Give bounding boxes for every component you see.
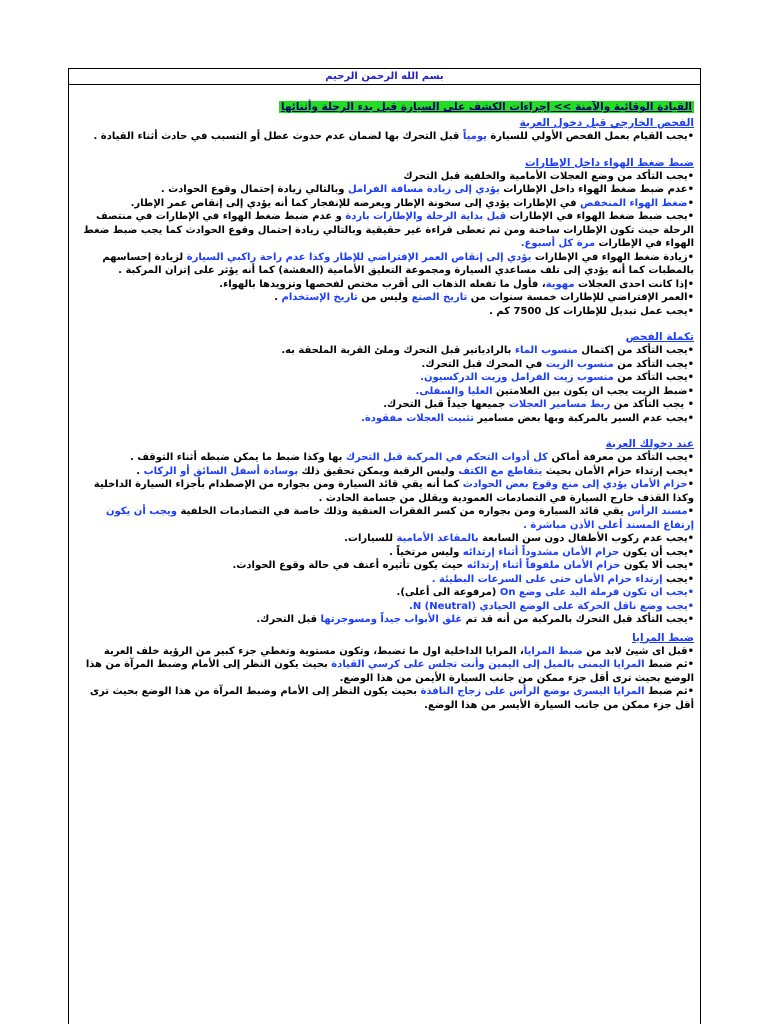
bullet-paragraph bbox=[75, 170, 694, 184]
highlighted-text: مهوية bbox=[545, 278, 575, 290]
text-segment: جميعها جيداً قبل التحرك. bbox=[383, 399, 509, 410]
highlighted-text: منسوب الماء bbox=[514, 345, 578, 356]
section-spacer bbox=[75, 425, 694, 437]
bullet-paragraph bbox=[75, 685, 694, 712]
text-segment: • bbox=[687, 479, 694, 490]
document-title: القيادة الوقائية والآمنة >> إجراءات الكشف على السيارة قبل بدء الرحلة وأثنائها bbox=[280, 101, 692, 113]
highlighted-text: المرايا اليسرى بوضع الرأس على زجاج النافذة bbox=[420, 686, 645, 697]
text-segment: في الإطارات يؤدي إلى سخونة الإطار ويعرضه للإنفجار كما أنه يؤدي إلى إنقاص عمر الإطار. bbox=[130, 197, 580, 209]
highlighted-text: حزام الأمان ملفوفاً أثناء إرتدائه bbox=[466, 560, 621, 571]
text-segment: •يجب عمل تبديل للإطارات كل 7500 كم . bbox=[489, 305, 694, 317]
text-segment: • bbox=[687, 506, 694, 517]
highlighted-text: يؤدي إلى زيادة مسافة الفرامل bbox=[348, 184, 500, 195]
text-segment: •العمر الإفتراضي للإطارات خمسة سنوات من bbox=[467, 292, 694, 303]
highlighted-text: بالمقاعد الأمامية bbox=[396, 533, 479, 544]
text-segment: يقي قائد السيارة ومن بجواره من كسر الفقرات العنقية وذلك خاصة في التصادمات الخلفية bbox=[177, 506, 628, 517]
highlighted-text: منسوب زيت الفرامل وزيت الدركسيون. bbox=[420, 372, 614, 383]
text-segment: •يجب التأكد من وضع العجلات الأمامية والخلفية قبل التحرك bbox=[403, 170, 694, 182]
highlighted-text: تثبيت العجلات مفقودة. bbox=[361, 412, 474, 424]
bullet-paragraph bbox=[75, 645, 694, 659]
highlighted-text: يومياً bbox=[462, 131, 487, 142]
section-heading: الفحص الخارجي قبل دخول العربة bbox=[519, 117, 694, 129]
bullet-paragraph bbox=[75, 412, 694, 426]
bullet-paragraph bbox=[75, 478, 694, 505]
bullet-paragraph bbox=[75, 613, 694, 627]
section-heading: عند دخولك العربة bbox=[605, 438, 694, 450]
highlighted-text: بوسادة أسفل السائق أو الركاب bbox=[143, 465, 299, 477]
bullet-paragraph bbox=[75, 371, 694, 385]
bullet-paragraph bbox=[75, 385, 694, 399]
text-segment: للسيارات. bbox=[344, 533, 397, 544]
highlighted-text: تاريخ الصنع bbox=[411, 292, 468, 303]
text-segment: •يجب التأكد من معرفة أماكن bbox=[547, 452, 694, 463]
page-frame bbox=[68, 68, 701, 1024]
bullet-paragraph bbox=[75, 305, 694, 319]
bullet-paragraph bbox=[75, 532, 694, 546]
bullet-paragraph bbox=[75, 586, 694, 600]
bullet-paragraph bbox=[75, 546, 694, 560]
highlighted-text: ويجب أن يكون إرتفاع المسند أعلى الأذن مباشرة . bbox=[105, 506, 694, 531]
text-segment: . bbox=[136, 465, 144, 477]
bullet-paragraph bbox=[75, 278, 694, 292]
highlighted-text: •يجب وضع ناقل الحركة على الوضع الحيادي (Neutral) N. bbox=[409, 600, 694, 612]
highlighted-text: المرايا اليمنى بالميل إلى اليمين وأنت تجلس على كرسي القيادة bbox=[331, 659, 645, 670]
text-segment: ، فأول ما تفعله الذهاب الى أقرب مختص لفحصها وتزويدها بالهواء. bbox=[219, 278, 546, 290]
text-segment: •يجب إرتداء حزام الأمان بحيث bbox=[542, 465, 694, 477]
text-segment: وليس من bbox=[357, 292, 412, 303]
text-segment: وليس مرتخياً . bbox=[389, 546, 463, 558]
highlighted-text: مسند الرأس bbox=[627, 506, 688, 517]
text-segment: • bbox=[687, 197, 694, 209]
highlighted-text: كل أدوات التحكم في المركبة قبل التحرك bbox=[345, 452, 548, 463]
text-segment: •يجب القيام بعمل الفحص الأولي للسيارة bbox=[486, 131, 694, 142]
bullet-paragraph bbox=[75, 344, 694, 358]
text-segment: . bbox=[274, 292, 282, 303]
text-segment: •ضبط الزيت يجب ان يكون بين العلامتين bbox=[492, 385, 694, 397]
bullet-paragraph bbox=[75, 291, 694, 305]
text-segment: •يجب أن يكون bbox=[619, 546, 694, 558]
title-row bbox=[75, 85, 694, 112]
text-segment: •يجب التأكد قبل التحرك بالمركبة من أنه قد تم bbox=[462, 614, 694, 625]
sections-container bbox=[75, 112, 694, 712]
bullet-paragraph bbox=[75, 197, 694, 211]
highlighted-text: حزام الأمان يؤدي إلى منع وقوع بعض الحوادث bbox=[462, 479, 688, 490]
bullet-paragraph bbox=[75, 398, 694, 412]
text-segment: وليس الرقبة ويمكن تحقيق ذلك bbox=[298, 465, 459, 477]
text-segment: •يجب عدم ركوب الأطفال دون سن السابعة bbox=[478, 533, 694, 544]
text-segment: •ثم ضبط bbox=[644, 659, 694, 670]
text-segment: •زيادة ضغط الهواء في الإطارات bbox=[531, 251, 694, 263]
bullet-paragraph bbox=[75, 358, 694, 372]
bullet-paragraph bbox=[75, 559, 694, 573]
highlighted-text: مرة كل أسبوع. bbox=[520, 238, 596, 249]
text-segment: •قبل اى شيئ لابد من bbox=[582, 645, 694, 657]
text-segment: وبالتالي زيادة إحتمال وقوع الحوادث . bbox=[160, 184, 348, 195]
text-segment: قبل التحرك. bbox=[256, 614, 321, 625]
text-segment: بحيث يكون النظر إلى الأمام وضبط المرآة من هذا الوضع بحيث ترى أقل جزء ممكن من جانب السيارة الأيمن من هذا الوضع. bbox=[85, 659, 694, 684]
highlighted-text: حزام الأمان مشدوداً أثناء إرتدائه bbox=[462, 546, 620, 558]
bullet-paragraph bbox=[75, 183, 694, 197]
text-segment: •يجب التأكد من bbox=[613, 372, 694, 383]
bullet-paragraph bbox=[75, 251, 694, 278]
section-spacer bbox=[75, 144, 694, 156]
section-heading: تكملة الفحص bbox=[625, 331, 694, 343]
text-segment: حيث يكون تأثيره أعنف في حالة وقوع الحوادث. bbox=[232, 560, 467, 571]
bullet-paragraph bbox=[75, 210, 694, 251]
text-segment: •يجب التأكد من إكتمال bbox=[577, 345, 694, 356]
text-segment: بالرادياتير قبل التحرك وملئ القربة الملحقة به. bbox=[281, 345, 515, 356]
highlighted-text: •يجب ان تكون فرملة اليد على وضع On bbox=[499, 587, 694, 598]
highlighted-text: غلق الأبواب جيداً ومسوجرتها bbox=[320, 614, 463, 625]
text-segment: •يجب التأكد من bbox=[613, 358, 694, 370]
highlighted-text: يتقاطع مع الكتف bbox=[458, 465, 543, 477]
bullet-paragraph bbox=[75, 600, 694, 614]
text-segment: قبل التحرك بها لضمان عدم حدوث عطل أو التسبب في حادث أثناء القيادة . bbox=[93, 131, 463, 142]
highlighted-text: منسوب الزيت bbox=[545, 358, 614, 370]
text-segment: لزيادة إحساسهم بالمطبات كما أنه يؤدي إلى تلف مساعدي السيارة ومجموعة التعليق الأمامية (العفشة) كما أنه يؤثر على إتزان المركبة . bbox=[102, 251, 694, 276]
basmala-header: بسم الله الرحمن الرحيم bbox=[69, 69, 700, 85]
text-segment: •إذا كانت احدى العجلات bbox=[574, 278, 694, 290]
text-segment: •يجب ألا يكون bbox=[620, 560, 694, 571]
text-segment: بحيث يكون النظر إلى الأمام وضبط المرآة من هذا الوضع بحيث ترى أقل جزء ممكن من جانب السيارة الأيسر من هذا الوضع. bbox=[89, 686, 694, 711]
section-heading: ضبط المرايا bbox=[632, 631, 694, 644]
bullet-paragraph bbox=[75, 130, 694, 144]
highlighted-text: ضغط الهواء المنخفض bbox=[580, 197, 688, 209]
section-heading: ضبط ضغط الهواء داخل الإطارات bbox=[524, 156, 694, 169]
bullet-paragraph bbox=[75, 505, 694, 532]
text-segment: في المحرك قبل التحرك. bbox=[421, 358, 546, 370]
text-segment: كما أنه يقي قائد السيارة ومن بجواره من الإصطدام بأجزاء السيارة الداخلية وكذا القذف خارج السيارة في التصادمات العمودية ويقلل من جسامة الحادث . bbox=[93, 479, 694, 504]
highlighted-text: ضبط المرايا bbox=[523, 645, 583, 657]
text-segment: •يجب bbox=[662, 573, 694, 585]
bullet-paragraph bbox=[75, 451, 694, 465]
highlighted-text: العليا والسفلى. bbox=[415, 385, 493, 397]
highlighted-text: إرتداء حزام الأمان حتى على السرعات البطيئة . bbox=[431, 573, 663, 585]
text-segment: •يجب ضبط ضغط الهواء في الإطارات bbox=[506, 211, 694, 222]
text-segment: ، المرايا الداخلية اول ما تضبط، وتكون مستوية وتغطي جزء كبير من الرؤية خلف العربة bbox=[103, 645, 524, 657]
text-segment: (مرفوعة الى أعلى). bbox=[396, 587, 500, 598]
text-segment: • يجب التأكد من bbox=[610, 399, 694, 410]
text-segment: •ثم ضبط bbox=[644, 686, 694, 697]
highlighted-text: يؤدي إلى إنقاص العمر الإفتراضي للإطار وكذا عدم راحة راكبي السيارة bbox=[186, 251, 532, 263]
highlighted-text: قبل بداية الرحلة والإطارات باردة bbox=[345, 211, 507, 222]
bullet-paragraph bbox=[75, 573, 694, 587]
section-spacer bbox=[75, 318, 694, 330]
bullet-paragraph bbox=[75, 658, 694, 685]
document-content bbox=[75, 69, 694, 712]
text-segment: بها وكذا ضبط ما يمكن ضبطه أثناء التوقف . bbox=[129, 452, 346, 463]
text-segment: •يجب عدم السير بالمركبة وبها بعض مسامير bbox=[473, 412, 694, 424]
text-segment: •عدم ضبط ضغط الهواء داخل الإطارات bbox=[499, 184, 694, 195]
bullet-paragraph bbox=[75, 465, 694, 479]
highlighted-text: ربط مسامير العجلات bbox=[508, 399, 611, 410]
highlighted-text: تاريخ الإستخدام bbox=[281, 292, 358, 303]
text-segment: و عدم ضبط ضغط الهواء في الإطارات في منتصف الرحلة حيث تكون الإطارات ساخنة ومن ثم تعطى قراءة غير حقيقية وبالتالي زيادة إحتمال وقوع الحوادث كما يجب ضبط ضغط الهواء في الإطارات bbox=[83, 211, 694, 249]
